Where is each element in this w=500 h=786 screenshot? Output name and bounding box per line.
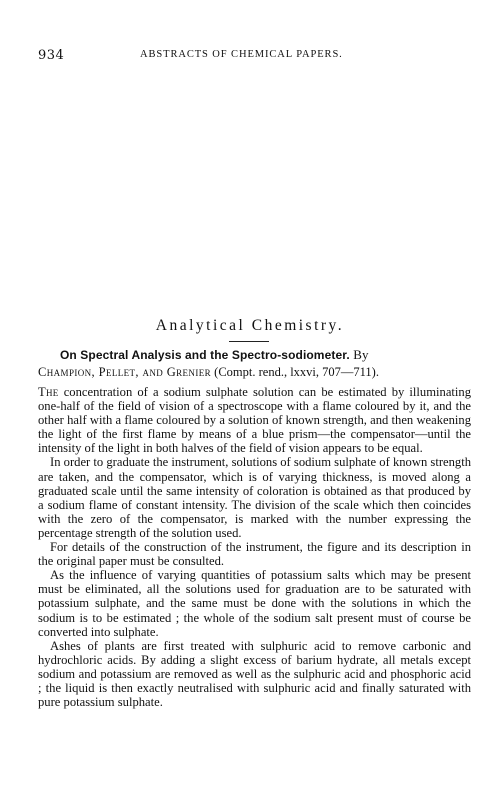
section-heading: Analytical Chemistry. bbox=[155, 317, 345, 334]
paragraph-text: Ashes of plants are first treated with sulphuric acid to remove carbonic and hydrochloric acids. By adding a slight excess of barium hydrate, all metals except sodium and potassium are removed as well as the sulphuric acid and phosphoric acid ; the liquid is then exactly neutralised with sulphuric acid and finally saturated with pure potassium sulphate. bbox=[38, 638, 471, 710]
article-title-line bbox=[60, 347, 460, 363]
paragraph bbox=[38, 639, 471, 709]
paragraph bbox=[38, 568, 471, 638]
paragraph-text: concentration of a sodium sulphate solution can be estimated by illuminating one-half of the field of vision of a spectroscope with a flame coloured by it, and the other half with a flame coloured by a solution of known strength, and then weakening the light of the first flame by means of a blue prism—the compensator—until the intensity of the light in both halves of the field of vision appears to be equal. bbox=[38, 385, 471, 456]
running-header bbox=[38, 48, 468, 66]
article-authors: Champion, Pellet, and Grenier bbox=[38, 365, 212, 379]
article-byline bbox=[38, 364, 478, 380]
article-citation: (Compt. rend., lxxvi, 707—711). bbox=[214, 365, 379, 379]
article-by: By bbox=[353, 347, 369, 362]
paragraph bbox=[38, 540, 471, 568]
paragraph bbox=[38, 455, 471, 540]
paragraph-lead-word: The bbox=[38, 385, 59, 399]
section-rule bbox=[229, 341, 269, 342]
paragraph bbox=[38, 385, 471, 455]
article-title: On Spectral Analysis and the Spectro-sodiometer. bbox=[60, 348, 350, 362]
article-body bbox=[38, 385, 471, 709]
paragraph-text: For details of the construction of the instrument, the figure and its description in the original paper must be consulted. bbox=[38, 540, 471, 569]
paragraph-text: As the influence of varying quantities of potassium salts which may be present must be eliminated, all the solutions used for graduation are to be saturated with potassium sulphate, and the same must be done with the solutions in which the sodium is to be estimated ; the whole of the sodium salt present must of course be converted into sulphate. bbox=[38, 568, 471, 639]
page-number: 934 bbox=[38, 48, 65, 63]
running-title: ABSTRACTS OF CHEMICAL PAPERS. bbox=[140, 49, 343, 60]
paragraph-text: In order to graduate the instrument, solutions of sodium sulphate of known strength are taken, and the compensator, which is of varying thickness, is moved along a graduated scale until the same intensity of coloration is obtained as that produced by a sodium flame of constant intensity. The division of the scale which then coincides with the zero of the compensator, is marked with the number expressing the percentage strength of the solution used. bbox=[38, 455, 471, 540]
